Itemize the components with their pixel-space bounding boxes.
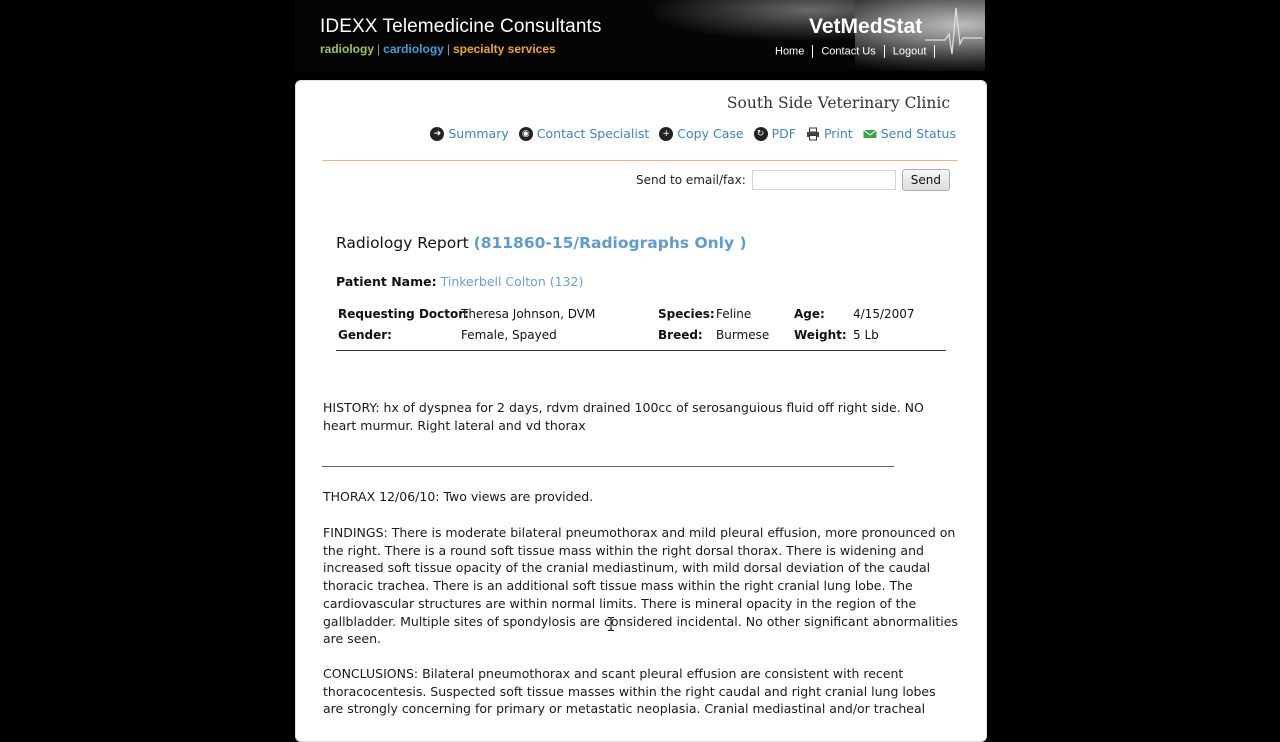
patient-name-label: Patient Name: <box>336 274 437 289</box>
gender-label: Gender: <box>338 328 392 342</box>
weight-value: 5 Lb <box>853 328 879 342</box>
requesting-doctor-label: Requesting Doctor: <box>338 307 469 321</box>
patient-name: Tinkerbell Colton (132) <box>440 274 584 289</box>
species-value: Feline <box>716 307 752 321</box>
age-label: Age: <box>794 307 825 321</box>
clinic-name: South Side Veterinary Clinic <box>726 94 950 112</box>
breed-label: Breed: <box>658 328 703 342</box>
report-id: (811860-15/Radiographs Only ) <box>473 234 747 252</box>
send-button[interactable]: Send <box>902 169 950 191</box>
text-cursor-icon <box>608 617 614 631</box>
report-title-label: Radiology Report <box>336 234 469 252</box>
summary-link[interactable] <box>430 126 508 141</box>
pdf-link[interactable] <box>754 126 796 141</box>
summary-label: Summary <box>448 126 509 141</box>
summary-icon: ➜ <box>430 127 444 141</box>
company-name: IDEXX Telemedicine Consultants <box>320 16 602 37</box>
vetmedstat-logo[interactable]: VetMedStat <box>809 15 923 38</box>
report-panel <box>295 80 987 742</box>
findings-text: FINDINGS: There is moderate bilateral pneumothorax and mild pleural effusion, more pronounced on the right. There is a round soft tissue mass within the right dorsal thorax. There is widening and increased soft tissue opacity of the cranial mediastinum, with mild dorsal deviation of the caudal thoracic trachea. There is an additional soft tissue mass within the right cranial lung lobe. The cardiovascular structures are within normal limits. There is mineral opacity in the region of the gallbladder. Multiple sites of spondylosis are considered incidental. No other significant abnormalities are seen. <box>323 525 958 647</box>
thorax-text: THORAX 12/06/10: Two views are provided. <box>323 489 594 504</box>
services-line: radiology | cardiology | specialty services <box>320 42 556 56</box>
contact-specialist-label: Contact Specialist <box>536 126 650 141</box>
action-toolbar <box>430 126 956 141</box>
patient-name-row <box>336 274 583 289</box>
site-header <box>295 0 985 71</box>
print-link[interactable] <box>806 126 853 141</box>
service-cardiology: cardiology <box>383 42 444 56</box>
envelope-icon <box>863 127 877 141</box>
nav-contact-link[interactable]: Contact Us <box>821 45 876 58</box>
send-status-link[interactable] <box>863 126 956 141</box>
toolbar-divider <box>322 160 958 161</box>
print-label: Print <box>823 126 853 141</box>
weight-label: Weight: <box>794 328 847 342</box>
report-title <box>336 234 747 252</box>
pdf-icon: ↻ <box>754 127 768 141</box>
service-specialty: specialty services <box>452 42 556 56</box>
contact-specialist-icon: ◉ <box>519 127 533 141</box>
email-fax-input[interactable] <box>752 170 896 190</box>
requesting-doctor-value: Theresa Johnson, DVM <box>461 307 596 321</box>
conclusions-text: CONCLUSIONS: Bilateral pneumothorax and scant pleural effusion are consistent with recent thoracocentesis. Suspected soft tissue masses within the right caudal and right cranial lung lobes are strongly concerning for primary or metastatic neoplasia. Cranial mediastinal and/or tracheal <box>323 666 936 717</box>
history-text: HISTORY: hx of dyspnea for 2 days, rdvm drained 100cc of serosanguious fluid off right side. NO heart murmur. Right lateral and vd thorax <box>323 400 924 433</box>
nav-logout-link[interactable]: Logout <box>892 45 927 58</box>
send-form <box>636 169 950 191</box>
age-value: 4/15/2007 <box>853 307 915 321</box>
send-status-label: Send Status <box>880 126 956 141</box>
copy-case-icon: + <box>659 127 673 141</box>
history-divider <box>322 466 894 467</box>
nav-home-link[interactable]: Home <box>775 45 805 58</box>
copy-case-link[interactable] <box>659 126 743 141</box>
info-divider <box>336 350 946 351</box>
contact-specialist-link[interactable] <box>519 126 650 141</box>
top-nav <box>775 45 943 58</box>
gender-value: Female, Spayed <box>461 328 557 342</box>
copy-case-label: Copy Case <box>677 126 744 141</box>
send-label: Send to email/fax: <box>636 173 746 187</box>
breed-value: Burmese <box>716 328 770 342</box>
species-label: Species: <box>658 307 715 321</box>
service-radiology: radiology <box>320 42 375 56</box>
pdf-label: PDF <box>771 126 796 141</box>
printer-icon <box>806 127 820 141</box>
